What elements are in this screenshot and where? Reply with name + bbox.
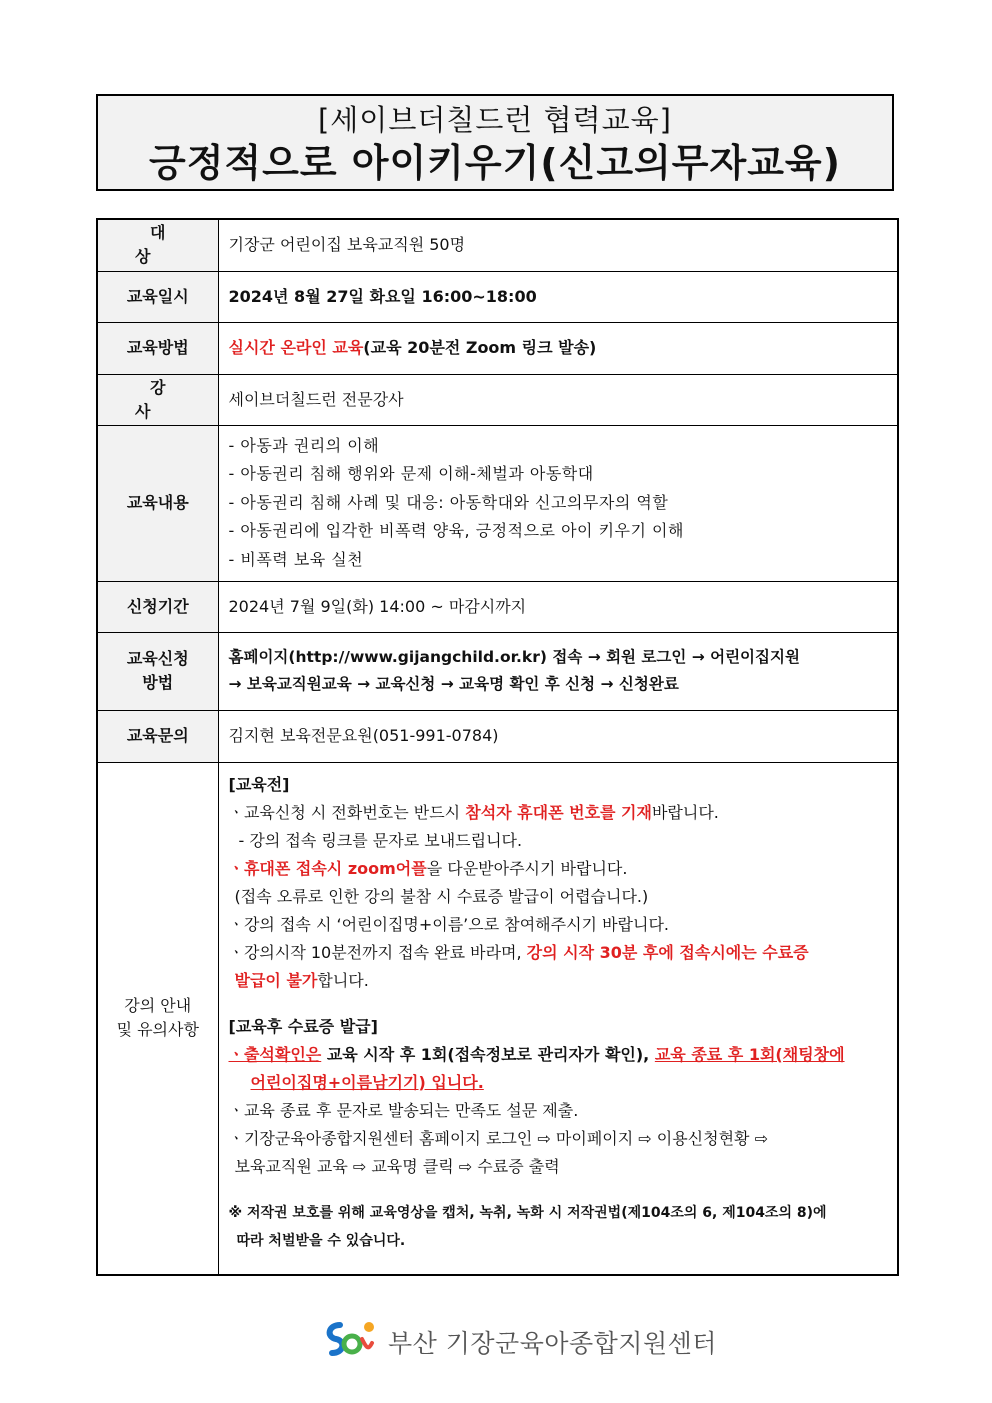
footer (322, 1318, 717, 1366)
content-item: - 아동권리 침해 행위와 문제 이해-체벌과 아동학대 (228, 464, 594, 484)
notes-after-5: 보육교직원 교육 ⇨ 교육명 클릭 ⇨ 수료증 출력 (234, 1156, 560, 1176)
notes-before-2: - 강의 접속 링크를 문자로 보내드립니다. (238, 830, 523, 850)
notes-before-heading: [교육전] (228, 774, 290, 794)
label-apply-line1: 교육신청 (126, 649, 189, 668)
title-main: 긍정적으로 아이키우기(신고의무자교육) (148, 141, 841, 185)
value-method (218, 322, 898, 374)
center-logo-icon (322, 1317, 378, 1367)
value-inquiry: 김지현 보육전문요원(051-991-0784) (218, 710, 898, 762)
value-notes (218, 762, 898, 1275)
value-period: 2024년 7월 9일(화) 14:00 ~ 마감시까지 (218, 581, 898, 632)
label-period: 신청기간 (97, 581, 218, 632)
apply-line2: → 보육교직원교육 → 교육신청 → 교육명 확인 후 신청 → 신청완료 (228, 675, 679, 693)
row-inquiry (97, 710, 898, 762)
row-instructor (97, 374, 898, 425)
copyright-note-2: 따라 처벌받을 수 있습니다. (236, 1232, 406, 1249)
method-detail: (교육 20분전 Zoom 링크 발송) (363, 338, 597, 357)
content-item: - 아동권리 침해 사례 및 대응: 아동학대와 신고의무자의 역할 (228, 492, 669, 512)
title-subtitle: [세이브더칠드런 협력교육] (317, 103, 672, 137)
label-apply-line2: 방법 (142, 673, 174, 692)
content-item: - 아동권리에 입각한 비폭력 양육, 긍정적으로 아이 키우기 이해 (228, 521, 684, 541)
method-highlight: 실시간 온라인 교육 (228, 338, 364, 357)
copyright-note-1: ※ 저작권 보호를 위해 교육영상을 캡처, 녹취, 녹화 시 저작권법(제104조의 6, 제104조의 8)에 (228, 1204, 827, 1221)
label-instructor: 강 사 (97, 374, 218, 425)
row-apply (97, 632, 898, 710)
notes-after-1: ㆍ출석확인은 교육 시작 후 1회(접속정보로 관리자가 확인), 교육 종료 후 1회(채팅창에 (228, 1044, 845, 1064)
notes-after-2: 어린이집명+이름남기기) 입니다. (250, 1072, 484, 1092)
notes-after-3: ㆍ교육 종료 후 문자로 발송되는 만족도 설문 제출. (228, 1100, 579, 1120)
row-target (97, 219, 898, 271)
row-datetime (97, 271, 898, 322)
value-datetime: 2024년 8월 27일 화요일 16:00~18:00 (218, 271, 898, 322)
row-notes (97, 762, 898, 1275)
notes-before-4: (접속 오류로 인한 강의 불참 시 수료증 발급이 어렵습니다.) (234, 886, 649, 906)
label-content: 교육내용 (97, 425, 218, 581)
label-notes-line1: 강의 안내 (124, 996, 192, 1016)
label-apply (97, 632, 218, 710)
label-target: 대 상 (97, 219, 218, 271)
title-box (96, 94, 894, 191)
info-table (96, 218, 899, 1276)
notes-before-1: ㆍ교육신청 시 전화번호는 반드시 참석자 휴대폰 번호를 기재바랍니다. (228, 802, 719, 822)
label-notes (97, 762, 218, 1275)
label-inquiry: 교육문의 (97, 710, 218, 762)
notes-before-7: 발급이 불가합니다. (234, 970, 369, 990)
content-item: - 아동과 권리의 이해 (228, 435, 380, 455)
apply-line1: 홈페이지(http://www.gijangchild.or.kr) 접속 → 회원 로그인 → 어린이집지원 (228, 648, 800, 666)
label-notes-line2: 및 유의사항 (116, 1020, 199, 1040)
notes-after-heading: [교육후 수료증 발급] (228, 1016, 378, 1036)
footer-org-name: 부산 기장군육아종합지원센터 (388, 1329, 717, 1358)
notes-before-5: ㆍ강의 접속 시 ‘어린이집명+이름’으로 참여해주시기 바랍니다. (228, 914, 669, 934)
value-instructor: 세이브더칠드런 전문강사 (218, 374, 898, 425)
label-method: 교육방법 (97, 322, 218, 374)
label-datetime: 교육일시 (97, 271, 218, 322)
value-target: 기장군 어린이집 보육교직원 50명 (218, 219, 898, 271)
value-content (218, 425, 898, 581)
value-apply (218, 632, 898, 710)
notes-before-3: ㆍ휴대폰 접속시 zoom어플을 다운받아주시기 바랍니다. (228, 858, 628, 878)
notes-before-6: ㆍ강의시작 10분전까지 접속 완료 바라며, 강의 시작 30분 후에 접속시에는 수료증 (228, 942, 809, 962)
row-content (97, 425, 898, 581)
notes-after-4: ㆍ기장군육아종합지원센터 홈페이지 로그인 ⇨ 마이페이지 ⇨ 이용신청현황 ⇨ (228, 1128, 769, 1148)
content-item: - 비폭력 보육 실천 (228, 549, 364, 569)
row-method (97, 322, 898, 374)
row-period (97, 581, 898, 632)
